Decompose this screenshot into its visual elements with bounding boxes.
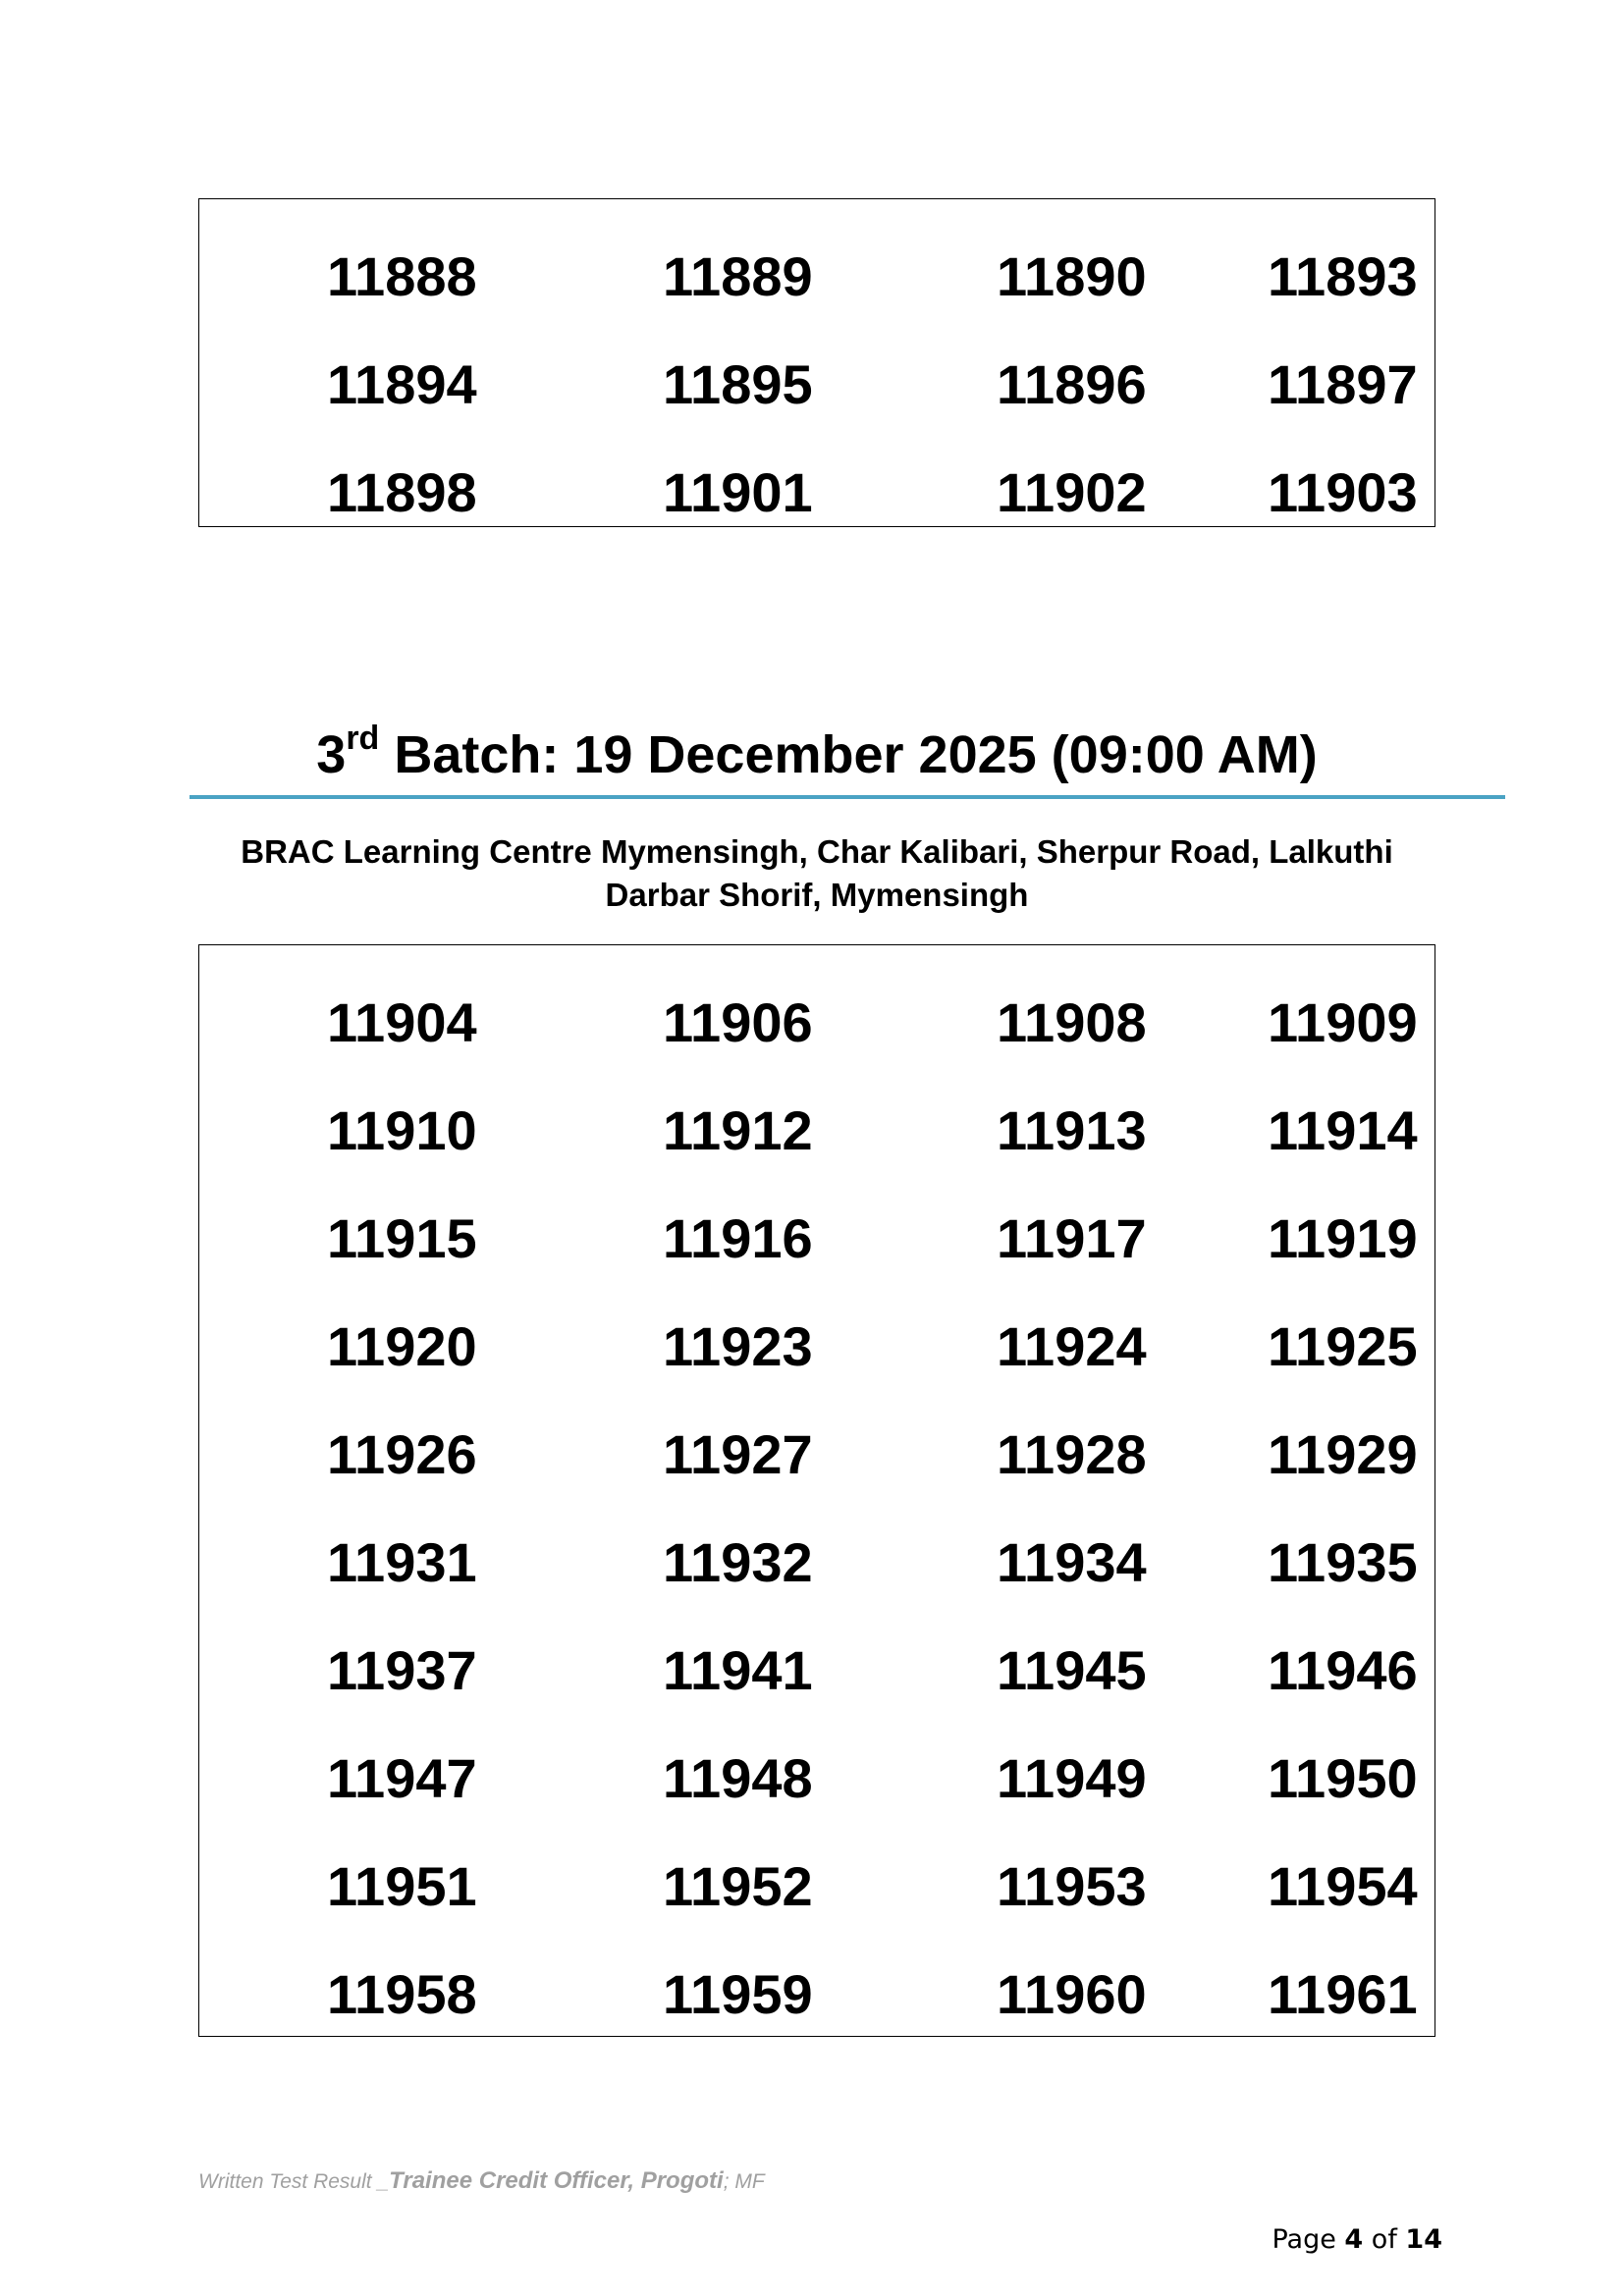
roll-number: 11934 xyxy=(997,1531,1147,1593)
heading-underline xyxy=(189,795,1505,799)
roll-table-batch-3 xyxy=(198,944,1435,2037)
roll-number: 11896 xyxy=(997,353,1147,415)
roll-number: 11920 xyxy=(327,1315,477,1377)
roll-number-grid xyxy=(199,199,1435,526)
roll-number: 11906 xyxy=(663,991,813,1053)
roll-number: 11937 xyxy=(327,1639,477,1701)
footer-document-title xyxy=(198,2167,765,2195)
roll-number: 11923 xyxy=(663,1315,813,1377)
roll-number: 11961 xyxy=(1268,1963,1418,2025)
roll-number: 11897 xyxy=(1268,353,1418,415)
page-label: Page xyxy=(1272,2224,1345,2255)
roll-number: 11916 xyxy=(663,1207,813,1269)
roll-number: 11919 xyxy=(1268,1207,1418,1269)
roll-number: 11958 xyxy=(327,1963,477,2025)
roll-number: 11894 xyxy=(327,353,477,415)
roll-number: 11929 xyxy=(1268,1423,1418,1485)
footer-suffix: ; MF xyxy=(723,2170,765,2193)
page-separator: of xyxy=(1363,2224,1406,2255)
roll-number: 11950 xyxy=(1268,1747,1418,1809)
roll-number: 11960 xyxy=(997,1963,1147,2025)
roll-number: 11909 xyxy=(1268,991,1418,1053)
roll-number: 11935 xyxy=(1268,1531,1418,1593)
page-total: 14 xyxy=(1405,2224,1442,2255)
roll-number: 11893 xyxy=(1268,245,1418,307)
batch-heading xyxy=(198,720,1435,784)
roll-number: 11928 xyxy=(997,1423,1147,1485)
roll-number: 11903 xyxy=(1268,461,1418,523)
footer-position-title: Trainee Credit Officer, Progoti xyxy=(389,2167,724,2194)
roll-number: 11941 xyxy=(663,1639,813,1701)
roll-number: 11902 xyxy=(997,461,1147,523)
roll-number: 11913 xyxy=(997,1099,1147,1161)
venue-line-1: BRAC Learning Centre Mymensingh, Char Kalibari, Sherpur Road, Lalkuthi xyxy=(241,833,1393,870)
roll-number: 11945 xyxy=(997,1639,1147,1701)
roll-number: 11927 xyxy=(663,1423,813,1485)
batch-venue xyxy=(198,830,1435,917)
roll-number: 11915 xyxy=(327,1207,477,1269)
roll-number: 11949 xyxy=(997,1747,1147,1809)
roll-number: 11954 xyxy=(1268,1855,1418,1917)
roll-number: 11889 xyxy=(663,245,813,307)
roll-number: 11888 xyxy=(327,245,477,307)
roll-number: 11953 xyxy=(997,1855,1147,1917)
roll-number: 11912 xyxy=(663,1099,813,1161)
roll-number: 11908 xyxy=(997,991,1147,1053)
venue-line-2: Darbar Shorif, Mymensingh xyxy=(605,877,1029,913)
footer-prefix: Written Test Result _ xyxy=(198,2170,390,2193)
roll-number-grid xyxy=(199,945,1435,2036)
roll-number: 11946 xyxy=(1268,1639,1418,1701)
roll-number: 11904 xyxy=(327,991,477,1053)
roll-number: 11947 xyxy=(327,1747,477,1809)
roll-number: 11952 xyxy=(663,1855,813,1917)
batch-ordinal-suffix: rd xyxy=(346,720,380,757)
roll-number: 11917 xyxy=(997,1207,1147,1269)
batch-heading-text: Batch: 19 December 2025 (09:00 AM) xyxy=(379,725,1318,784)
roll-number: 11901 xyxy=(663,461,813,523)
roll-number: 11895 xyxy=(663,353,813,415)
roll-number: 11890 xyxy=(997,245,1147,307)
roll-number: 11914 xyxy=(1268,1099,1418,1161)
roll-number: 11926 xyxy=(327,1423,477,1485)
page-current: 4 xyxy=(1344,2224,1364,2255)
roll-number: 11932 xyxy=(663,1531,813,1593)
roll-number: 11951 xyxy=(327,1855,477,1917)
roll-number: 11924 xyxy=(997,1315,1147,1377)
roll-number: 11959 xyxy=(663,1963,813,2025)
roll-number: 11931 xyxy=(327,1531,477,1593)
batch-ordinal-number: 3 xyxy=(316,725,347,784)
roll-table-continued xyxy=(198,198,1435,527)
roll-number: 11898 xyxy=(327,461,477,523)
roll-number: 11925 xyxy=(1268,1315,1418,1377)
roll-number: 11948 xyxy=(663,1747,813,1809)
page-number xyxy=(1272,2224,1442,2255)
roll-number: 11910 xyxy=(327,1099,477,1161)
